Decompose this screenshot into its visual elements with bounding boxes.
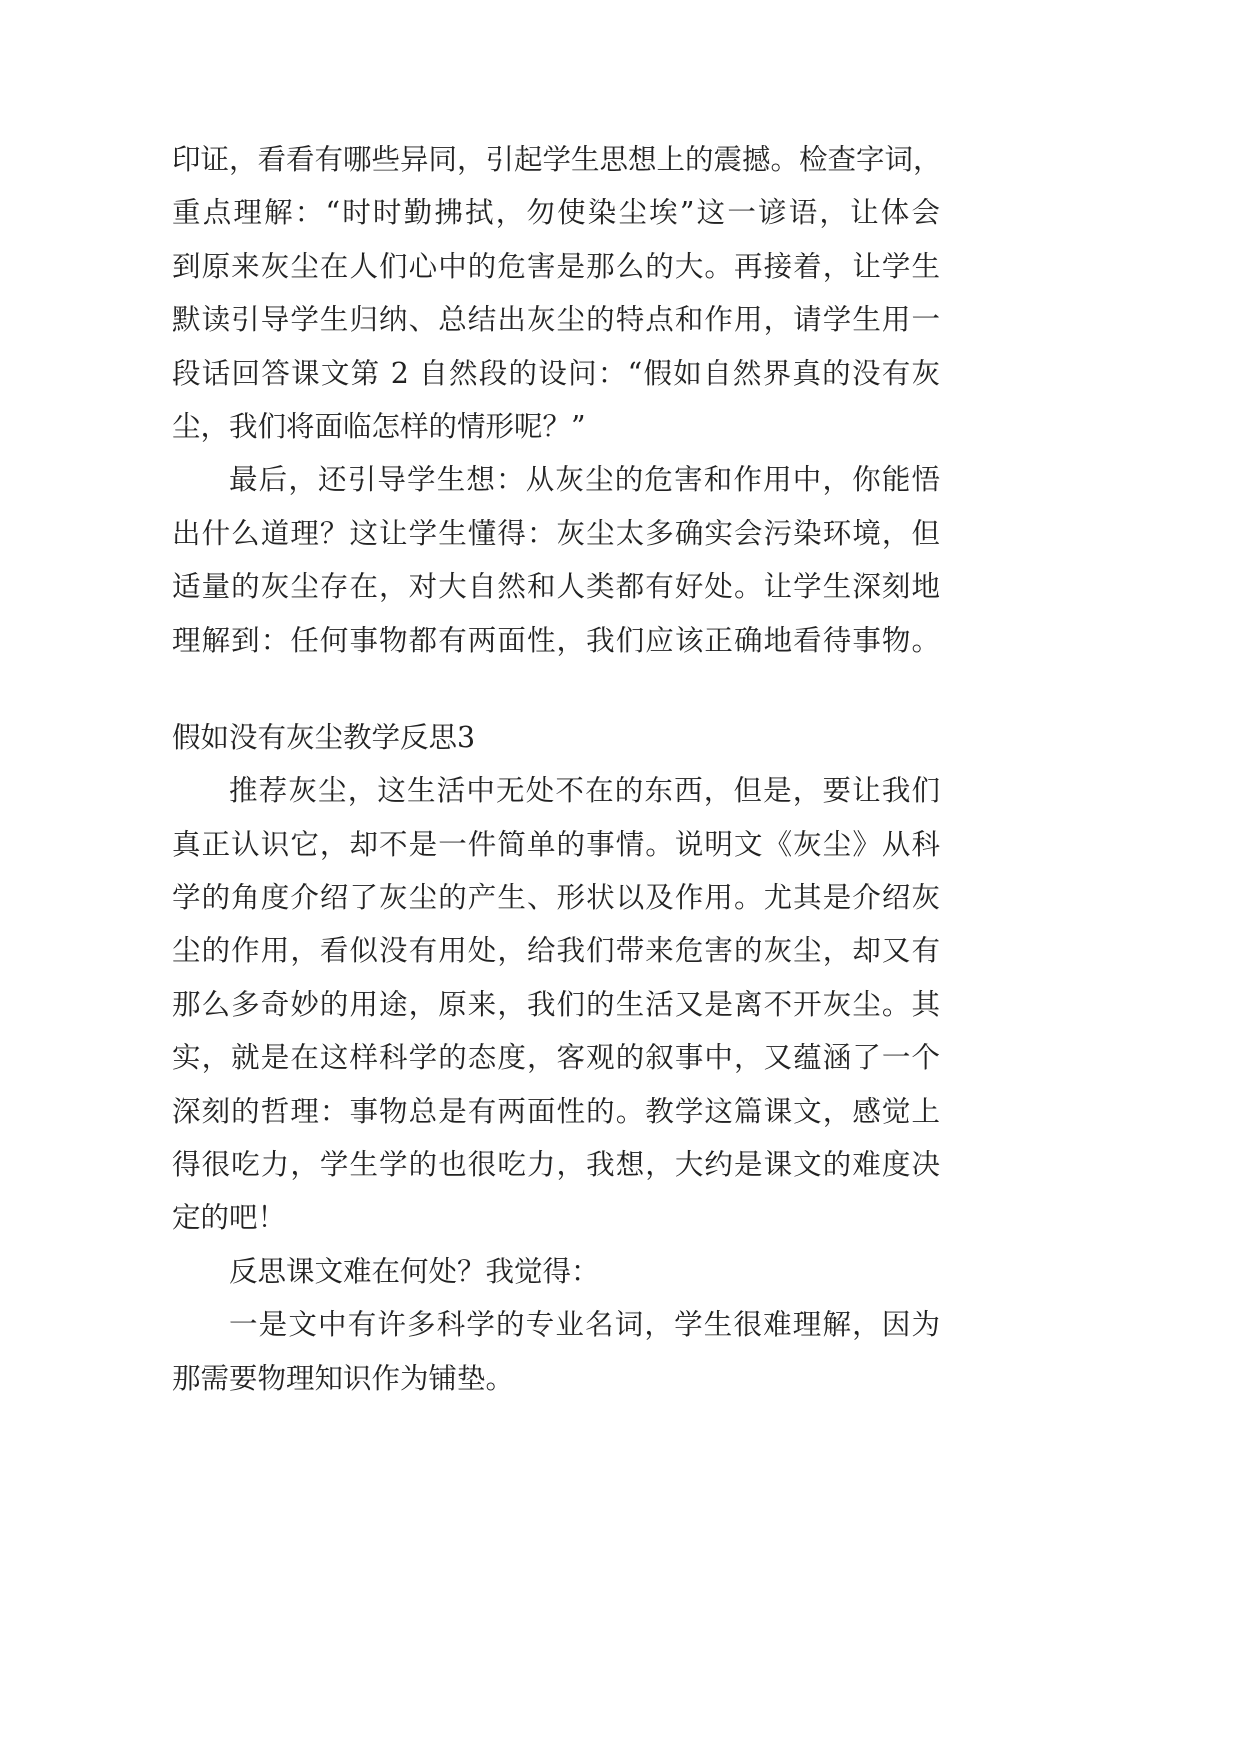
paragraph-line: 印证，看看有哪些异同，引起学生思想上的震撼。检查字词，: [172, 143, 942, 176]
section-heading: 假如没有灰尘教学反思3: [172, 720, 476, 754]
paragraph-line: 尘，我们将面临怎样的情形呢？”: [172, 409, 586, 443]
paragraph-line: 到原来灰尘在人们心中的危害是那么的大。再接着，让学生: [172, 249, 940, 283]
paragraph-line: 适量的灰尘存在，对大自然和人类都有好处。让学生深刻地: [172, 570, 940, 604]
paragraph-line: 段话回答课文第 2 自然段的设问：“假如自然界真的没有灰: [172, 356, 940, 390]
paragraph-line: 重点理解：“时时勤拂拭，勿使染尘埃”这一谚语，让体会: [172, 196, 940, 230]
paragraph-line: 推荐灰尘，这生活中无处不在的东西，但是，要让我们: [229, 774, 940, 808]
paragraph-line: 得很吃力，学生学的也很吃力，我想，大约是课文的难度决: [172, 1148, 940, 1182]
paragraph-line: 真正认识它，却不是一件简单的事情。说明文《灰尘》从科: [172, 827, 940, 861]
paragraph-line: 一是文中有许多科学的专业名词，学生很难理解，因为: [229, 1308, 940, 1342]
paragraph-line: 那需要物理知识作为铺垫。: [172, 1361, 515, 1395]
paragraph: [172, 133, 940, 453]
paragraph-line: 深刻的哲理：事物总是有两面性的。教学这篇课文，感觉上: [172, 1094, 940, 1128]
paragraph-line: 最后，还引导学生想：从灰尘的危害和作用中，你能悟: [229, 463, 940, 497]
paragraph-line: 尘的作用，看似没有用处，给我们带来危害的灰尘，却又有: [172, 934, 940, 968]
paragraph-line: 反思课文难在何处？我觉得：: [229, 1254, 600, 1288]
paragraph: [172, 1298, 940, 1405]
paragraph-line: 实，就是在这样科学的态度，客观的叙事中，又蕴涵了一个: [172, 1041, 940, 1075]
paragraph-line: 理解到：任何事物都有两面性，我们应该正确地看待事物。: [172, 623, 940, 657]
paragraph: [172, 1245, 940, 1298]
paragraph: [172, 453, 940, 667]
paragraph-line: 那么多奇妙的用途，原来，我们的生活又是离不开灰尘。其: [172, 987, 940, 1021]
paragraph-line: 出什么道理？这让学生懂得：灰尘太多确实会污染环境，但: [172, 516, 940, 550]
paragraph: [172, 764, 940, 1245]
document-body: [172, 133, 940, 1405]
paragraph-line: 定的吧！: [172, 1201, 287, 1235]
paragraph-line: 学的角度介绍了灰尘的产生、形状以及作用。尤其是介绍灰: [172, 881, 940, 915]
paragraph-line: 默读引导学生归纳、总结出灰尘的特点和作用，请学生用一: [172, 303, 940, 337]
